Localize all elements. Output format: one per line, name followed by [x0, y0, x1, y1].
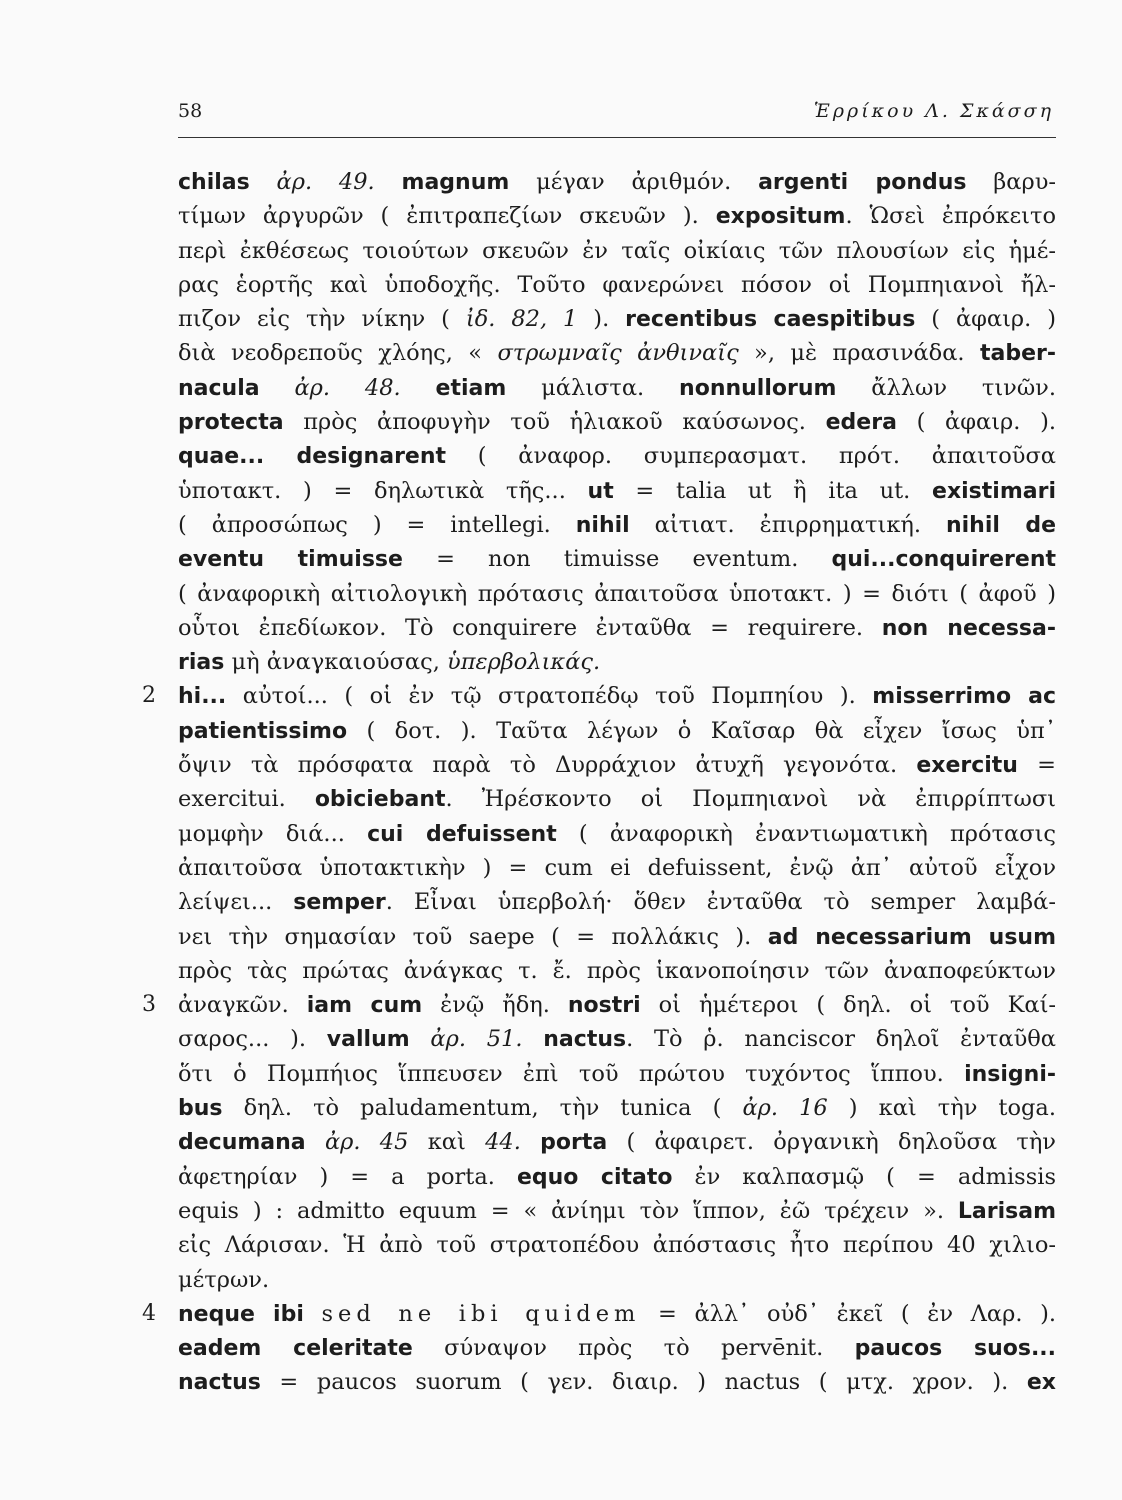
section-number: 3 — [142, 992, 156, 1018]
line-text: eventu timuisse = non timuisse eventum. qui...conquirerent — [178, 546, 1056, 573]
text-line — [142, 1297, 1057, 1331]
line-text: neque ibi sed ne ibi quidem = ἀλλ᾽ οὐδ᾽ ἐκεῖ ( ἐν Λαρ. ). — [178, 1300, 1057, 1327]
header-rule — [178, 137, 1056, 138]
text-line — [178, 748, 1056, 782]
line-text: ρας ἑορτῆς καὶ ὑποδοχῆς. Τοῦτο φανερώνει πόσον οἱ Πομπηιανοὶ ἤλ- — [178, 271, 1056, 298]
text-line — [178, 1057, 1056, 1091]
line-text: πρὸς τὰς πρώτας ἀνάγκας τ. ἔ. πρὸς ἱκανοποίησιν τῶν ἀναποφεύκτων — [178, 957, 1056, 984]
text-line — [178, 165, 1056, 199]
line-text: περὶ ἐκθέσεως τοιούτων σκευῶν ἐν ταῖς οἰκίαις τῶν πλουσίων εἰς ἡμέ- — [178, 237, 1056, 264]
text-line — [178, 1125, 1056, 1159]
text-line — [178, 1331, 1056, 1365]
line-text: ( ἀναφορικὴ αἰτιολογικὴ πρότασις ἀπαιτοῦσα ὑποτακτ. ) = διότι ( ἀφοῦ ) — [178, 580, 1056, 607]
text-line — [178, 1365, 1056, 1399]
line-text: ἀφετηρίαν ) = a porta. equo citato ἐν καλπασμῷ ( = admissis — [178, 1163, 1057, 1190]
page-header — [178, 100, 1054, 130]
text-line — [178, 817, 1056, 851]
line-text: nacula ἀρ. 48. etiam μάλιστα. nonnullorum ἄλλων τινῶν. — [178, 374, 1057, 401]
text-line — [178, 439, 1056, 473]
line-text: οὗτοι ἐπεδίωκον. Τὸ conquirere ἐνταῦθα = requirere. non necessa- — [178, 614, 1056, 641]
text-line — [178, 577, 1056, 611]
text-line — [178, 1160, 1056, 1194]
line-text: exercitui. obiciebant. Ἠρέσκοντο οἱ Πομπηιανοὶ νὰ ἐπιρρίπτωσι — [178, 786, 1056, 813]
text-line — [178, 611, 1056, 645]
line-text: ( ἀπροσώπως ) = intellegi. nihil αἰτιατ. ἐπιρρηματική. nihil de — [178, 511, 1057, 538]
text-line — [178, 405, 1056, 439]
text-line — [178, 885, 1056, 919]
line-text: σαρος... ). vallum ἀρ. 51. nactus. Τὸ ῥ. nanciscor δηλοῖ ἐνταῦθα — [178, 1026, 1056, 1053]
text-line — [178, 714, 1056, 748]
line-text: bus δηλ. τὸ paludamentum, τὴν tunica ( ἀρ. 16 ) καὶ τὴν toga. — [178, 1095, 1056, 1122]
text-line — [178, 851, 1056, 885]
line-text: decumana ἀρ. 45 καὶ 44. porta ( ἀφαιρετ. ὀργανικὴ δηλοῦσα τὴν — [178, 1129, 1056, 1156]
line-text: hi... αὐτοί... ( οἱ ἐν τῷ στρατοπέδῳ τοῦ Πομπηίου ). misserrimo ac — [178, 683, 1057, 710]
text-line — [142, 679, 1057, 713]
line-text: τίμων ἀργυρῶν ( ἐπιτραπεζίων σκευῶν ). expositum. Ὡσεὶ ἐπρόκειτο — [178, 203, 1056, 230]
line-text: nactus = paucos suorum ( γεν. διαιρ. ) nactus ( μτχ. χρον. ). ex — [178, 1369, 1056, 1396]
line-text: μέτρων. — [178, 1266, 270, 1293]
line-text: ὄψιν τὰ πρόσφατα παρὰ τὸ Δυρράχιον ἀτυχῆ γεγονότα. exercitu = — [178, 752, 1056, 779]
text-line — [178, 1022, 1056, 1056]
line-text: ἀναγκῶν. iam cum ἐνῷ ἤδη. nostri οἱ ἡμέτεροι ( δηλ. οἱ τοῦ Καί- — [178, 992, 1057, 1019]
text-line — [178, 1263, 1056, 1297]
text-line — [178, 542, 1056, 576]
line-text: ἀπαιτοῦσα ὑποτακτικὴν ) = cum ei defuissent, ἐνῷ ἀπ᾽ αὐτοῦ εἶχον — [178, 854, 1056, 881]
line-text: rias μὴ ἀναγκαιούσας, ὑπερβολικάς. — [178, 649, 601, 676]
line-text: protecta πρὸς ἀποφυγὴν τοῦ ἡλιακοῦ καύσωνος. edera ( ἀφαιρ. ). — [178, 409, 1056, 436]
text-line — [178, 1228, 1056, 1262]
page-number: 58 — [178, 100, 203, 122]
text-line — [178, 268, 1056, 302]
text-line — [178, 782, 1056, 816]
text-line — [178, 474, 1056, 508]
line-text: quae... designarent ( ἀναφορ. συμπερασματ. πρότ. ἀπαιτοῦσα — [178, 443, 1056, 470]
line-text: διὰ νεοδρεποῦς χλόης, « στρωμναῖς ἀνθιναῖς », μὲ πρασινάδα. taber- — [178, 340, 1056, 367]
text-line — [178, 371, 1056, 405]
line-text: νει τὴν σημασίαν τοῦ saepe ( = πολλάκις ). ad necessarium usum — [178, 923, 1056, 950]
text-line — [178, 234, 1056, 268]
commentary-body — [142, 165, 1057, 1400]
line-text: μομφὴν διά... cui defuissent ( ἀναφορικὴ ἐναντιωματικὴ πρότασις — [178, 820, 1057, 847]
text-line — [178, 302, 1056, 336]
text-line — [178, 508, 1056, 542]
text-line — [178, 645, 1056, 679]
text-line — [178, 920, 1056, 954]
section-number: 4 — [142, 1300, 156, 1326]
text-line — [178, 199, 1056, 233]
line-text: λείψει... semper. Εἶναι ὑπερβολή· ὅθεν ἐνταῦθα τὸ semper λαμβά- — [178, 889, 1056, 916]
line-text: πιζον εἰς τὴν νίκην ( ἰδ. 82, 1 ). recentibus caespitibus ( ἀφαιρ. ) — [178, 306, 1057, 333]
running-title: Ἑρρίκου Λ. Σκάσση — [813, 100, 1054, 122]
text-line — [178, 336, 1056, 370]
text-line — [142, 988, 1057, 1022]
line-text: eadem celeritate σύναψον πρὸς τὸ pervēnit. paucos suos... — [178, 1335, 1057, 1362]
line-text: equis ) : admitto equum = « ἀνίημι τὸν ἵππον, ἐῶ τρέχειν ». Larisam — [178, 1197, 1056, 1224]
text-line — [178, 1194, 1056, 1228]
text-line — [178, 1091, 1056, 1125]
section-number: 2 — [142, 683, 156, 709]
line-text: ὑποτακτ. ) = δηλωτικὰ τῆς... ut = talia ut ἢ ita ut. existimari — [178, 477, 1056, 504]
text-line — [178, 954, 1056, 988]
line-text: patientissimo ( δοτ. ). Ταῦτα λέγων ὁ Καῖσαρ θὰ εἶχεν ἴσως ὑπ᾽ — [178, 717, 1056, 744]
line-text: ὅτι ὁ Πομπήιος ἵππευσεν ἐπὶ τοῦ πρώτου τυχόντος ἵππου. insigni- — [178, 1060, 1056, 1087]
line-text: εἰς Λάρισαν. Ἡ ἀπὸ τοῦ στρατοπέδου ἀπόστασις ἦτο περίπου 40 χιλιο- — [178, 1232, 1056, 1259]
line-text: chilas ἀρ. 49. magnum μέγαν ἀριθμόν. argenti pondus βαρυ- — [178, 169, 1057, 195]
